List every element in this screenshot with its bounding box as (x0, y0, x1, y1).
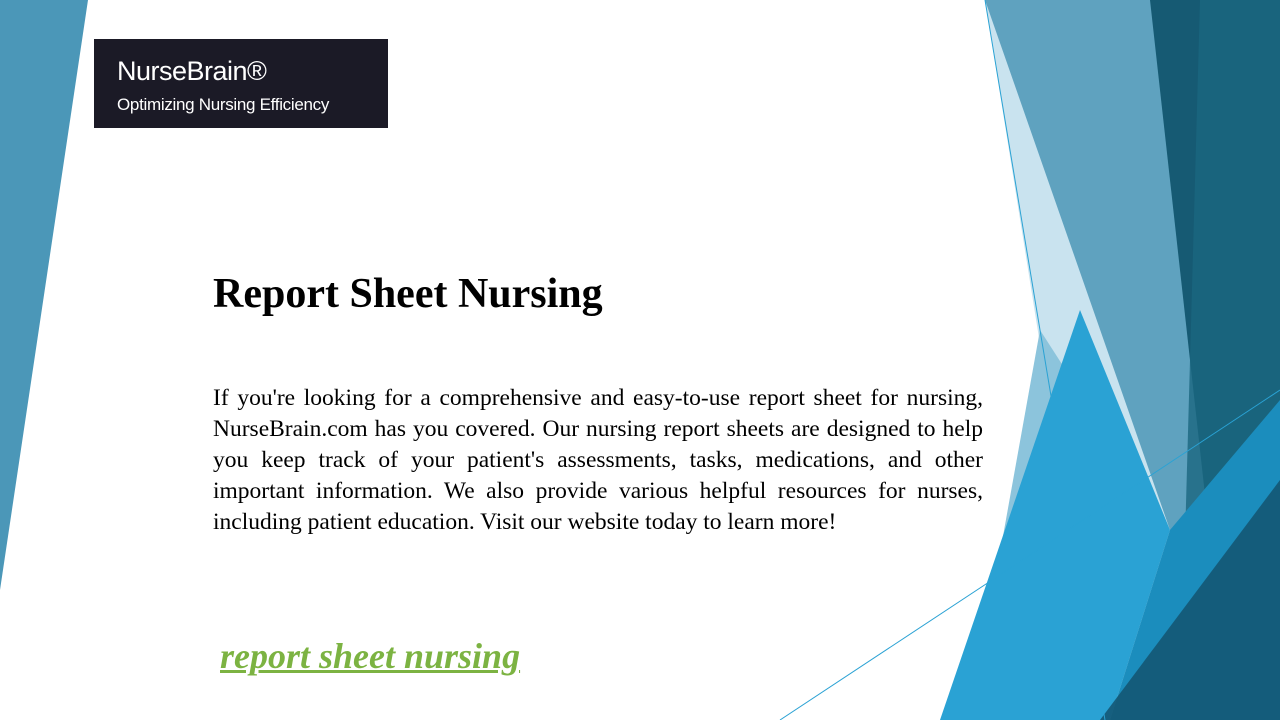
nursebrain-logo (94, 39, 388, 128)
logo-tagline: Optimizing Nursing Efficiency (117, 95, 330, 114)
report-sheet-nursing-link[interactable]: report sheet nursing (220, 636, 521, 676)
logo-name: NurseBrain® (117, 56, 267, 86)
left-teal-shape (0, 0, 88, 590)
page-title: Report Sheet Nursing (213, 271, 603, 317)
description-paragraph: If you're looking for a comprehensive and easy-to-use report sheet for nursing, NurseBrain.com has you covered. Our nursing report sheets are designed to help you keep track of your patient's assessments, tasks, medications, and other important information. We also provide various helpful resources for nurses, including patient education. Visit our website today to learn more! (213, 385, 983, 535)
